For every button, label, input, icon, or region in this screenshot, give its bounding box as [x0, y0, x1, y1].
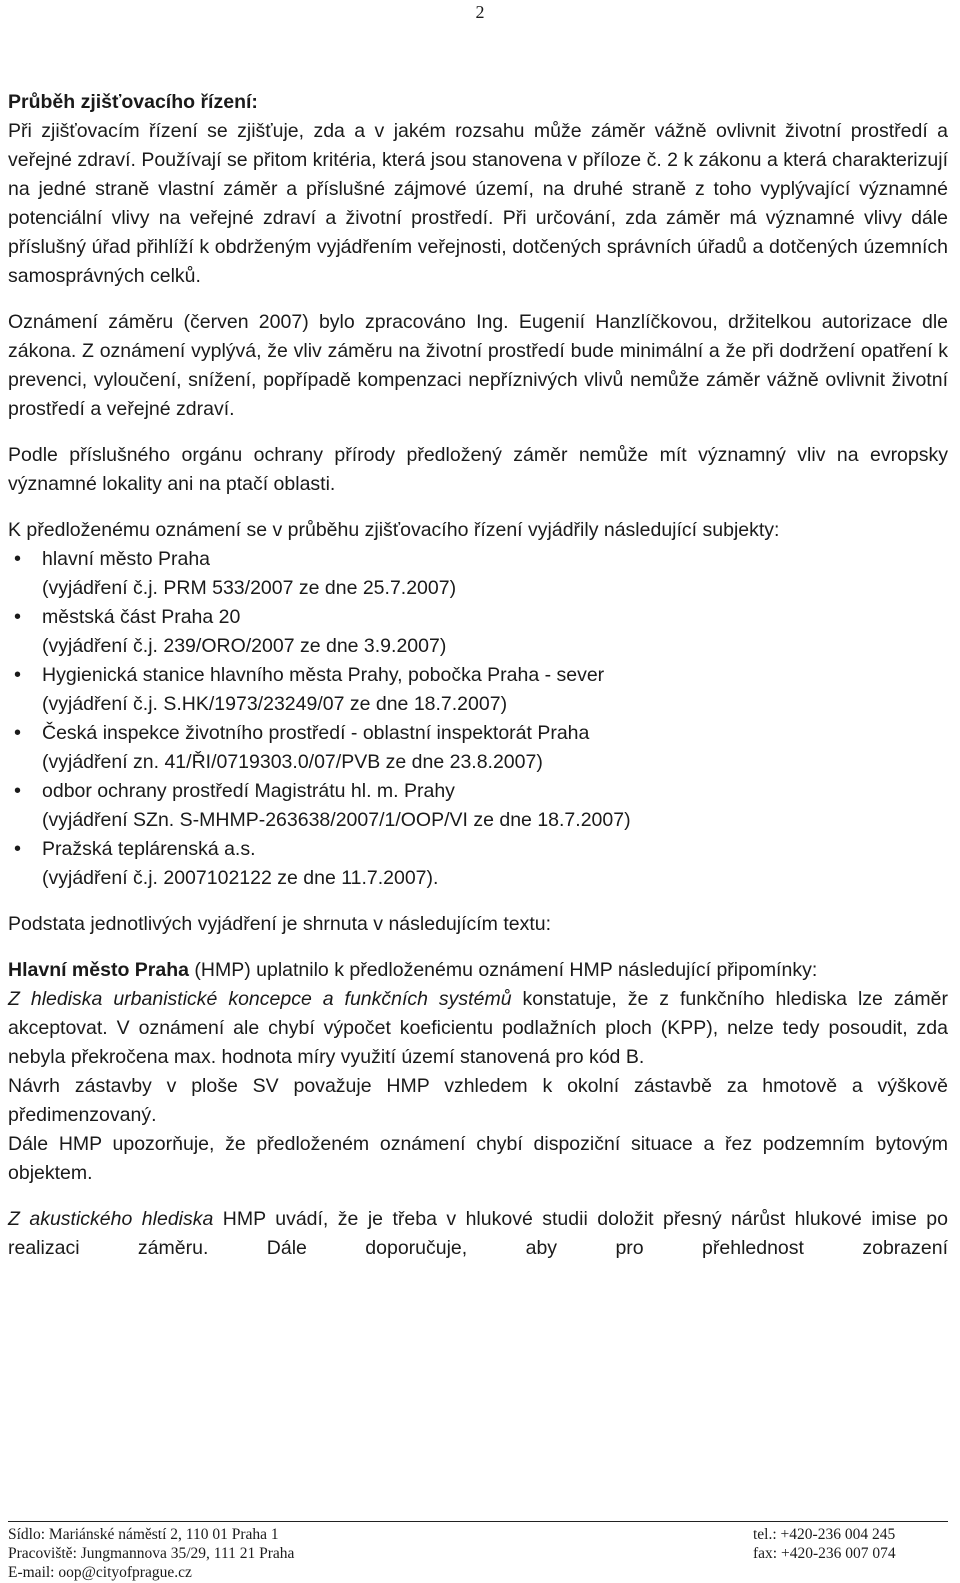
volume-paragraph: Návrh zástavby v ploše SV považuje HMP vzhledem k okolní zástavbě za hmotově a výškově předimenzovaný.: [8, 1075, 948, 1126]
footer-email[interactable]: E-mail: oop@cityofprague.cz: [8, 1564, 192, 1581]
section-heading: Průběh zjišťovacího řízení:: [8, 91, 258, 113]
list-item: [8, 545, 948, 603]
subjects-list: [8, 545, 948, 893]
announcement-paragraph: Oznámení záměru (červen 2007) bylo zpracováno Ing. Eugenií Hanzlíčkovou, držitelkou autorizace dle zákona. Z oznámení vyplývá, že vliv záměru na životní prostředí bude minimální a že při dodržení opatření k prevenci, vyloučení, snížení, popřípadě kompenzaci nepříznivých vlivů nemůže záměr vážně ovlivnit životní prostředí a veřejné zdraví.: [8, 311, 948, 420]
urban-label: Z hlediska urbanistické koncepce a funkčních systémů: [8, 988, 512, 1010]
subject-ref: (vyjádření č.j. PRM 533/2007 ze dne 25.7.2007): [42, 577, 457, 599]
list-item: [8, 835, 948, 893]
hmp-name: Hlavní město Praha: [8, 959, 189, 981]
subject-ref: (vyjádření č.j. 2007102122 ze dne 11.7.2007).: [42, 867, 439, 889]
list-item: [8, 777, 948, 835]
list-item: [8, 603, 948, 661]
subject-ref: (vyjádření SZn. S-MHMP-263638/2007/1/OOP/VI ze dne 18.7.2007): [42, 809, 631, 831]
subject-ref: (vyjádření č.j. S.HK/1973/23249/07 ze dne 18.7.2007): [42, 693, 508, 715]
subject-ref: (vyjádření zn. 41/ŘI/0719303.0/07/PVB ze dne 23.8.2007): [42, 751, 543, 773]
intro-paragraph: Při zjišťovacím řízení se zjišťuje, zda a v jakém rozsahu může záměr vážně ovlivnit životní prostředí a veřejné zdraví. Používají se přitom kritéria, která jsou stanovena v příloze č. 2 k zákonu a která charakterizují na jedné straně vlastní záměr a příslušné zájmové území, na druhé straně z toho vyplývající významné potenciální vlivy na veřejné zdraví a životní prostředí. Při určování, zda záměr má významné vlivy dále příslušný úřad přihlíží k obdrženým vyjádřením veřejnosti, dotčených správních úřadů a dotčených územních samosprávných celků.: [8, 120, 948, 287]
footer-divider: [8, 1521, 948, 1522]
acoustic-label: Z akustického hlediska: [8, 1208, 214, 1230]
hmp-lead: (HMP) uplatnilo k předloženému oznámení HMP následující připomínky:: [188, 959, 818, 981]
nature-paragraph: Podle příslušného orgánu ochrany přírody předložený záměr nemůže mít významný vliv na evropsky významné lokality ani na ptačí oblasti.: [8, 444, 948, 495]
subject-name: • městská část Praha 20: [42, 606, 241, 628]
subject-name: • odbor ochrany prostředí Magistrátu hl. m. Prahy: [42, 780, 455, 802]
hmp-lead-paragraph: [8, 956, 948, 985]
list-item: [8, 719, 948, 777]
footer-seat: Sídlo: Mariánské náměstí 2, 110 01 Praha 1: [8, 1526, 279, 1543]
subject-ref: (vyjádření č.j. 239/ORO/2007 ze dne 3.9.2007): [42, 635, 447, 657]
main-content: [8, 88, 948, 1263]
subject-name: • Pražská teplárenská a.s.: [42, 838, 256, 860]
urban-text: konstatuje, že z funkčního hlediska lze záměr akceptovat. V oznámení ale chybí výpočet koeficientu podlažních ploch (KPP), nelze tedy posoudit, zda nebyla překročena max. hodnota míry využití území stanovená pro kód B.: [8, 988, 948, 1068]
footer-tel: tel.: +420-236 004 245: [753, 1526, 896, 1543]
subjects-intro: K předloženému oznámení se v průběhu zjišťovacího řízení vyjádřily následující subjekty:: [8, 519, 780, 541]
subject-name: • Hygienická stanice hlavního města Prahy, pobočka Praha - sever: [42, 664, 605, 686]
acoustic-paragraph: [8, 1205, 948, 1263]
footer-office: Pracoviště: Jungmannova 35/29, 111 21 Praha: [8, 1545, 295, 1562]
footer-fax: fax: +420-236 007 074: [753, 1545, 896, 1562]
footer: [8, 1525, 948, 1582]
list-item: [8, 661, 948, 719]
page-number: 2: [475, 2, 485, 22]
acoustic-text: HMP uvádí, že je třeba v hlukové studii doložit přesný nárůst hlukové imise po realizaci záměru. Dále doporučuje, aby pro přehlednost zobrazení: [8, 1208, 948, 1259]
missing-paragraph: Dále HMP upozorňuje, že předloženém oznámení chybí dispoziční situace a řez podzemním bytovým objektem.: [8, 1133, 948, 1184]
subject-name: • hlavní město Praha: [42, 548, 211, 570]
urban-paragraph: [8, 985, 948, 1072]
subject-name: • Česká inspekce životního prostředí - oblastní inspektorát Praha: [42, 722, 590, 744]
summary-intro: Podstata jednotlivých vyjádření je shrnuta v následujícím textu:: [8, 913, 552, 935]
